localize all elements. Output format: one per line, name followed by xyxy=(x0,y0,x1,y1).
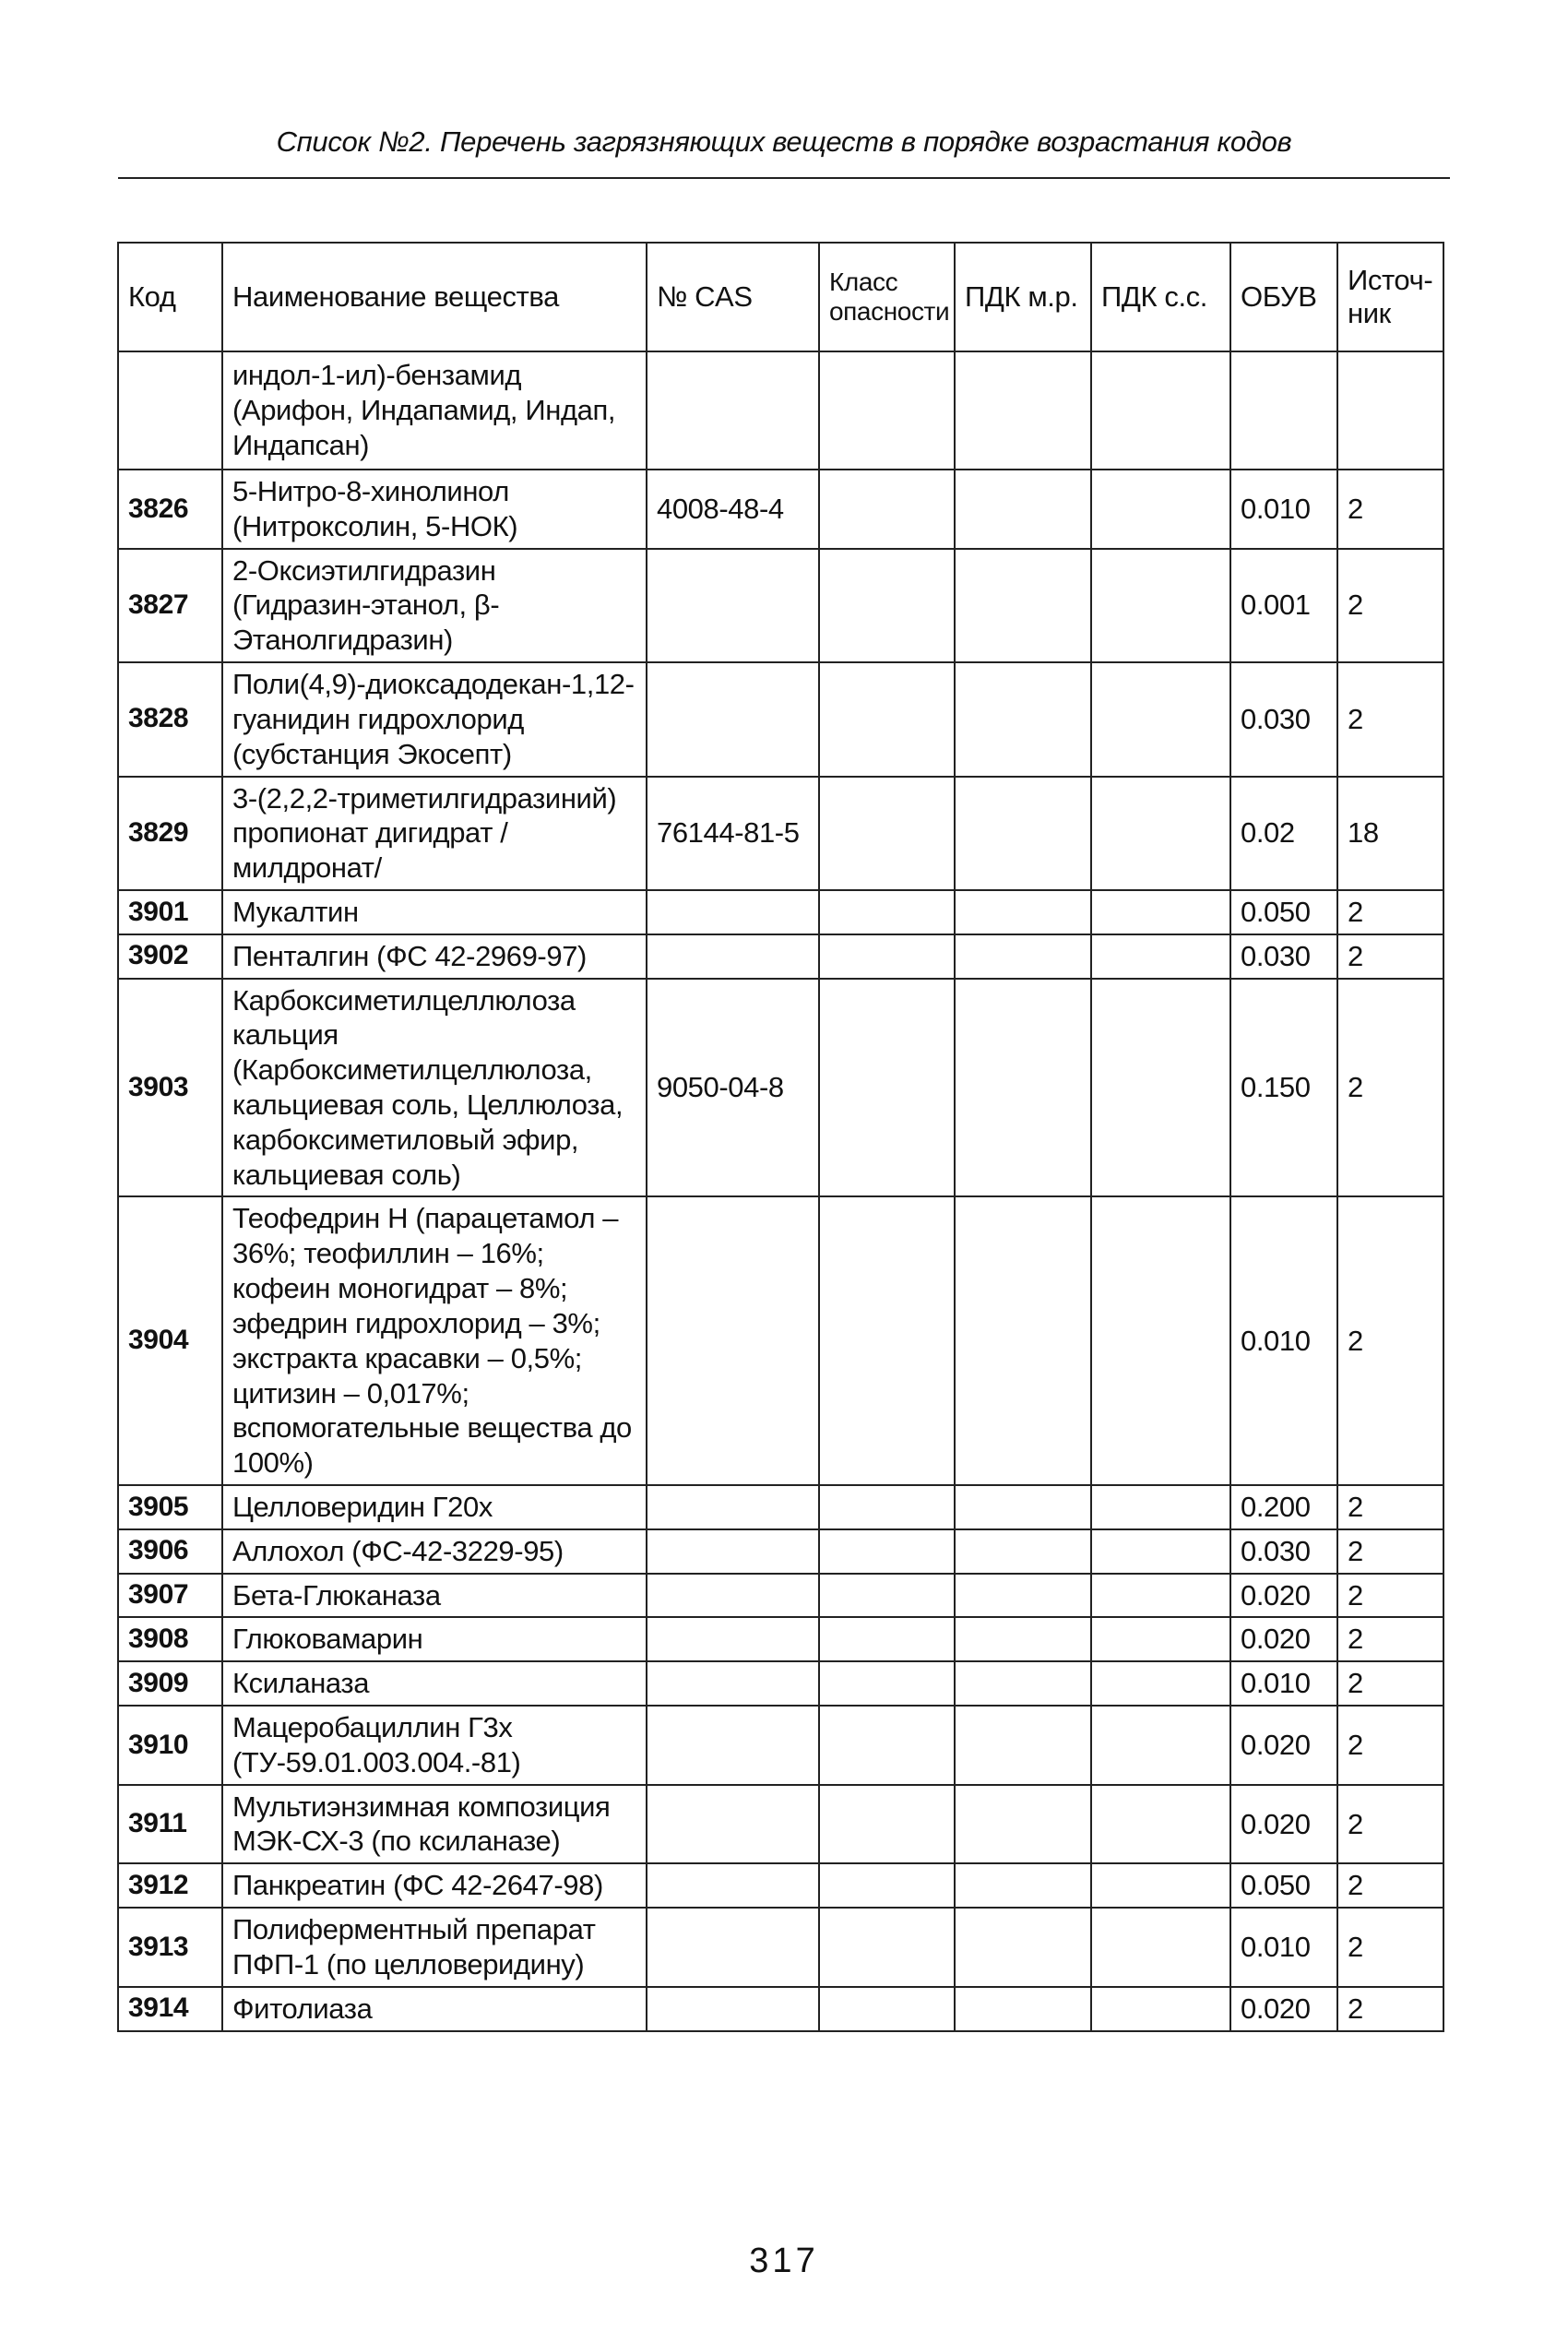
cell-name: Глюковамарин xyxy=(222,1617,647,1661)
page-number: 317 xyxy=(749,2242,819,2280)
cell-cas xyxy=(647,1485,819,1529)
cell-hazard-class xyxy=(819,1485,955,1529)
cell-source: 2 xyxy=(1337,1863,1443,1908)
cell-code: 3905 xyxy=(118,1485,222,1529)
cell-source: 2 xyxy=(1337,549,1443,662)
cell-name: Целловеридин Г20х xyxy=(222,1485,647,1529)
cell-cas: 4008-48-4 xyxy=(647,470,819,549)
cell-obuv: 0.020 xyxy=(1230,1987,1337,2031)
cell-cas xyxy=(647,1785,819,1864)
cell-code: 3826 xyxy=(118,470,222,549)
cell-hazard-class xyxy=(819,1196,955,1485)
cell-name: 5-Нитро-8-хинолинол (Нитроксолин, 5-НОК) xyxy=(222,470,647,549)
cell-obuv: 0.010 xyxy=(1230,1196,1337,1485)
cell-hazard-class xyxy=(819,1617,955,1661)
cell-source: 2 xyxy=(1337,1529,1443,1574)
cell-pdk-mr xyxy=(955,1785,1091,1864)
table-row xyxy=(118,549,1443,662)
cell-source: 2 xyxy=(1337,1485,1443,1529)
cell-code: 3913 xyxy=(118,1908,222,1987)
cell-code: 3911 xyxy=(118,1785,222,1864)
cell-code: 3827 xyxy=(118,549,222,662)
cell-pdk-ss xyxy=(1091,662,1230,776)
cell-cas xyxy=(647,1529,819,1574)
cell-hazard-class xyxy=(819,1661,955,1706)
cell-source: 2 xyxy=(1337,1785,1443,1864)
cell-source: 2 xyxy=(1337,1908,1443,1987)
header-pdk-mr: ПДК м.р. xyxy=(955,243,1091,351)
cell-pdk-ss xyxy=(1091,1485,1230,1529)
cell-pdk-mr xyxy=(955,1529,1091,1574)
cell-pdk-ss xyxy=(1091,1987,1230,2031)
header-source-line2: ник xyxy=(1348,297,1391,329)
table-row xyxy=(118,1908,1443,1987)
cell-source: 2 xyxy=(1337,890,1443,934)
cell-code: 3910 xyxy=(118,1706,222,1785)
cell-name: Бета-Глюканаза xyxy=(222,1574,647,1618)
table-row xyxy=(118,1863,1443,1908)
cell-obuv: 0.020 xyxy=(1230,1617,1337,1661)
cell-pdk-mr xyxy=(955,934,1091,979)
cell-obuv: 0.020 xyxy=(1230,1574,1337,1618)
table-row xyxy=(118,890,1443,934)
header-cas: № CAS xyxy=(647,243,819,351)
cell-source: 2 xyxy=(1337,1661,1443,1706)
cell-hazard-class xyxy=(819,1863,955,1908)
cell-obuv xyxy=(1230,351,1337,470)
table-row xyxy=(118,1987,1443,2031)
cell-obuv: 0.001 xyxy=(1230,549,1337,662)
cell-name: Пенталгин (ФС 42-2969-97) xyxy=(222,934,647,979)
header-hazard-class-line2: опасности xyxy=(829,297,950,326)
cell-hazard-class xyxy=(819,1574,955,1618)
cell-name: Фитолиаза xyxy=(222,1987,647,2031)
cell-code: 3904 xyxy=(118,1196,222,1485)
cell-cas xyxy=(647,1987,819,2031)
cell-hazard-class xyxy=(819,1529,955,1574)
cell-pdk-mr xyxy=(955,1485,1091,1529)
cell-pdk-ss xyxy=(1091,1706,1230,1785)
cell-code: 3912 xyxy=(118,1863,222,1908)
cell-obuv: 0.050 xyxy=(1230,1863,1337,1908)
header-rule xyxy=(118,177,1450,179)
cell-pdk-mr xyxy=(955,777,1091,890)
cell-cas xyxy=(647,1706,819,1785)
cell-pdk-mr xyxy=(955,662,1091,776)
header-obuv: ОБУВ xyxy=(1230,243,1337,351)
cell-name: 2-Оксиэтилгидразин (Гидразин-этанол, β-Этанолгидразин) xyxy=(222,549,647,662)
table-row xyxy=(118,934,1443,979)
cell-hazard-class xyxy=(819,1785,955,1864)
cell-cas xyxy=(647,1617,819,1661)
cell-cas xyxy=(647,1908,819,1987)
pollutants-table xyxy=(117,242,1444,2032)
cell-hazard-class xyxy=(819,777,955,890)
running-head: Список №2. Перечень загрязняющих веществ в порядке возрастания кодов xyxy=(276,125,1292,158)
cell-cas xyxy=(647,662,819,776)
cell-pdk-ss xyxy=(1091,934,1230,979)
header-source-line1: Источ- xyxy=(1348,264,1433,297)
cell-name: Аллохол (ФС-42-3229-95) xyxy=(222,1529,647,1574)
cell-obuv: 0.030 xyxy=(1230,662,1337,776)
table-row xyxy=(118,1661,1443,1706)
header-hazard-class xyxy=(819,243,955,351)
cell-name: Мультиэнзимная композиция МЭК-СХ-3 (по ксиланазе) xyxy=(222,1785,647,1864)
cell-name: Поли(4,9)-диоксадодекан-1,12-гуанидин гидрохлорид (субстанция Экосепт) xyxy=(222,662,647,776)
cell-code: 3914 xyxy=(118,1987,222,2031)
cell-cas: 9050-04-8 xyxy=(647,979,819,1197)
cell-name: Панкреатин (ФС 42-2647-98) xyxy=(222,1863,647,1908)
cell-cas: 76144-81-5 xyxy=(647,777,819,890)
cell-cas xyxy=(647,890,819,934)
cell-hazard-class xyxy=(819,890,955,934)
table-row xyxy=(118,1574,1443,1618)
cell-source: 2 xyxy=(1337,470,1443,549)
cell-obuv: 0.02 xyxy=(1230,777,1337,890)
cell-pdk-mr xyxy=(955,1196,1091,1485)
cell-pdk-ss xyxy=(1091,351,1230,470)
cell-obuv: 0.200 xyxy=(1230,1485,1337,1529)
cell-cas xyxy=(647,1196,819,1485)
cell-code: 3828 xyxy=(118,662,222,776)
cell-name: Карбоксиметилцеллюлоза кальция (Карбоксиметилцеллюлоза, кальциевая соль, Целлюлоза, карбоксиметиловый эфир, кальциевая соль) xyxy=(222,979,647,1197)
cell-name: индол-1-ил)-бензамид (Арифон, Индапамид, Индап, Индапсан) xyxy=(222,351,647,470)
cell-pdk-mr xyxy=(955,1863,1091,1908)
cell-pdk-ss xyxy=(1091,1196,1230,1485)
cell-obuv: 0.150 xyxy=(1230,979,1337,1197)
table-row xyxy=(118,1785,1443,1864)
cell-pdk-mr xyxy=(955,1574,1091,1618)
cell-name: Теофедрин Н (парацетамол – 36%; теофиллин – 16%; кофеин моногидрат – 8%; эфедрин гидрохлорид – 3%; экстракта красавки – 0,5%; цитизин – 0,017%; вспомогательные вещества до 100%) xyxy=(222,1196,647,1485)
cell-obuv: 0.030 xyxy=(1230,934,1337,979)
cell-obuv: 0.020 xyxy=(1230,1785,1337,1864)
cell-pdk-mr xyxy=(955,890,1091,934)
cell-pdk-ss xyxy=(1091,1574,1230,1618)
table-row xyxy=(118,1617,1443,1661)
cell-cas xyxy=(647,549,819,662)
cell-code: 3829 xyxy=(118,777,222,890)
table-row xyxy=(118,1196,1443,1485)
cell-obuv: 0.020 xyxy=(1230,1706,1337,1785)
cell-hazard-class xyxy=(819,351,955,470)
cell-source: 2 xyxy=(1337,662,1443,776)
header-source xyxy=(1337,243,1443,351)
cell-source xyxy=(1337,351,1443,470)
cell-pdk-ss xyxy=(1091,890,1230,934)
cell-name: Ксиланаза xyxy=(222,1661,647,1706)
cell-pdk-ss xyxy=(1091,1617,1230,1661)
cell-pdk-mr xyxy=(955,1661,1091,1706)
table-row xyxy=(118,470,1443,549)
cell-hazard-class xyxy=(819,1706,955,1785)
cell-pdk-ss xyxy=(1091,1863,1230,1908)
header-code: Код xyxy=(118,243,222,351)
cell-source: 2 xyxy=(1337,934,1443,979)
cell-obuv: 0.010 xyxy=(1230,1661,1337,1706)
cell-cas xyxy=(647,934,819,979)
header-pdk-ss: ПДК с.с. xyxy=(1091,243,1230,351)
cell-pdk-ss xyxy=(1091,1785,1230,1864)
cell-name: 3-(2,2,2-триметилгидразиний) пропионат дигидрат /милдронат/ xyxy=(222,777,647,890)
cell-pdk-ss xyxy=(1091,1661,1230,1706)
header-name: Наименование вещества xyxy=(222,243,647,351)
cell-code: 3901 xyxy=(118,890,222,934)
cell-source: 2 xyxy=(1337,1574,1443,1618)
cell-pdk-ss xyxy=(1091,979,1230,1197)
table-row xyxy=(118,777,1443,890)
cell-cas xyxy=(647,351,819,470)
cell-pdk-ss xyxy=(1091,549,1230,662)
cell-pdk-mr xyxy=(955,1706,1091,1785)
cell-code: 3908 xyxy=(118,1617,222,1661)
cell-code: 3902 xyxy=(118,934,222,979)
table-row xyxy=(118,1529,1443,1574)
cell-pdk-mr xyxy=(955,470,1091,549)
cell-name: Полиферментный препарат ПФП-1 (по целловеридину) xyxy=(222,1908,647,1987)
cell-name: Мукалтин xyxy=(222,890,647,934)
cell-pdk-ss xyxy=(1091,470,1230,549)
cell-hazard-class xyxy=(819,1987,955,2031)
table-header-row xyxy=(118,243,1443,351)
cell-pdk-mr xyxy=(955,1987,1091,2031)
cell-source: 2 xyxy=(1337,1706,1443,1785)
cell-hazard-class xyxy=(819,1908,955,1987)
cell-pdk-mr xyxy=(955,979,1091,1197)
cell-code: 3906 xyxy=(118,1529,222,1574)
cell-code: 3903 xyxy=(118,979,222,1197)
cell-obuv: 0.010 xyxy=(1230,1908,1337,1987)
cell-pdk-mr xyxy=(955,351,1091,470)
cell-code xyxy=(118,351,222,470)
cell-obuv: 0.010 xyxy=(1230,470,1337,549)
table-row xyxy=(118,979,1443,1197)
cell-hazard-class xyxy=(819,934,955,979)
cell-source: 2 xyxy=(1337,1196,1443,1485)
cell-pdk-mr xyxy=(955,1908,1091,1987)
cell-pdk-ss xyxy=(1091,1529,1230,1574)
cell-hazard-class xyxy=(819,549,955,662)
cell-obuv: 0.050 xyxy=(1230,890,1337,934)
cell-cas xyxy=(647,1574,819,1618)
cell-code: 3907 xyxy=(118,1574,222,1618)
table-row xyxy=(118,351,1443,470)
cell-source: 2 xyxy=(1337,1987,1443,2031)
table-row xyxy=(118,1706,1443,1785)
cell-cas xyxy=(647,1863,819,1908)
cell-pdk-ss xyxy=(1091,1908,1230,1987)
header-hazard-class-line1: Класс xyxy=(829,267,898,296)
cell-source: 2 xyxy=(1337,1617,1443,1661)
cell-name: Мацеробациллин Г3х (ТУ-59.01.003.004.-81) xyxy=(222,1706,647,1785)
table-row xyxy=(118,662,1443,776)
cell-hazard-class xyxy=(819,470,955,549)
table-row xyxy=(118,1485,1443,1529)
cell-obuv: 0.030 xyxy=(1230,1529,1337,1574)
cell-pdk-mr xyxy=(955,1617,1091,1661)
cell-hazard-class xyxy=(819,979,955,1197)
cell-cas xyxy=(647,1661,819,1706)
cell-pdk-mr xyxy=(955,549,1091,662)
cell-source: 2 xyxy=(1337,979,1443,1197)
cell-pdk-ss xyxy=(1091,777,1230,890)
cell-hazard-class xyxy=(819,662,955,776)
cell-source: 18 xyxy=(1337,777,1443,890)
cell-code: 3909 xyxy=(118,1661,222,1706)
